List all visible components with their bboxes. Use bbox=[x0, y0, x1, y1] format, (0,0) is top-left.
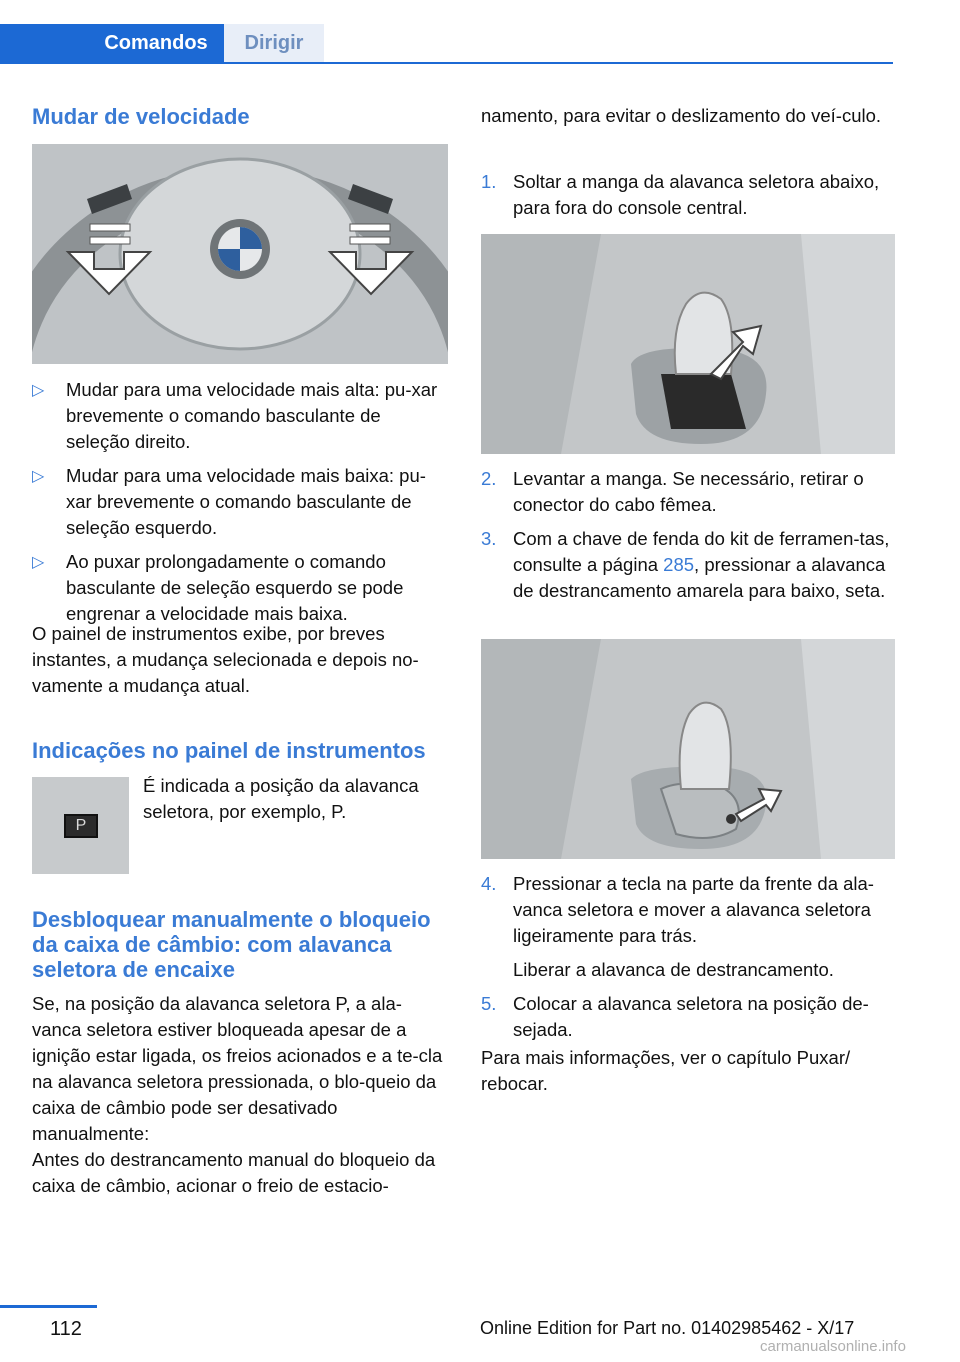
list-item: ▷ Mudar para uma velocidade mais alta: pu‐xar brevemente o comando basculante de seleção direito. bbox=[32, 379, 438, 452]
edition-label: Online Edition for Part no. 01402985462 - X/17 bbox=[480, 1318, 855, 1338]
paragraph-mais-info: Para mais informações, ver o capítulo Puxar/ rebocar. bbox=[481, 1047, 851, 1094]
selector-lever-illustration-1 bbox=[481, 234, 895, 454]
tab-comandos[interactable]: Comandos bbox=[88, 24, 224, 62]
paragraph-bloqueio: Se, na posição da alavanca seletora P, a ala‐vanca seletora estiver bloqueada apesar de a ignição estar ligada, os freios acionados e a te‐cla na alavanca seletora pressionada, o blo‐queio da caixa de câmbio pode ser desativado manualmente: bbox=[32, 993, 443, 1144]
tab-dirigir[interactable]: Dirigir bbox=[224, 24, 324, 62]
list-item: ▷ Ao puxar prolongadamente o comando basculante de seleção esquerdo se pode engrenar a velocidade mais baixa. bbox=[32, 551, 404, 624]
page-number: 112 bbox=[50, 1318, 82, 1340]
list-item: 1. Soltar a manga da alavanca seletora abaixo, para fora do console central. bbox=[481, 171, 880, 218]
steering-wheel-illustration bbox=[32, 144, 448, 364]
triangle-bullet-icon: ▷ bbox=[32, 554, 45, 571]
heading-mudar-velocidade: Mudar de velocidade bbox=[32, 104, 250, 129]
list-item: 5. Colocar a alavanca seletora na posição de‐sejada. bbox=[481, 993, 869, 1040]
heading-desbloquear: Desbloquear manualmente o bloqueio da caixa de câmbio: com alavanca seletora de encaixe bbox=[32, 907, 431, 982]
steps-list-c bbox=[481, 871, 895, 1051]
list-item: 4. Pressionar a tecla na parte da frente da ala‐vanca seletora e mover a alavanca seletora ligeiramente para trás. Liberar a alavanca de destrancamento. bbox=[481, 873, 874, 980]
paragraph-painel: O painel de instrumentos exibe, por breves instantes, a mudança selecionada e depois no‐vamente a mudança atual. bbox=[32, 623, 419, 696]
paragraph-antes: Antes do destrancamento manual do bloqueio da caixa de câmbio, acionar o freio de estacio‐ bbox=[32, 1149, 436, 1196]
triangle-bullet-icon: ▷ bbox=[32, 468, 45, 485]
triangle-bullet-icon: ▷ bbox=[32, 382, 45, 399]
paragraph-posicao: É indicada a posição da alavanca seletora, por exemplo, P. bbox=[143, 775, 419, 822]
shift-bullets bbox=[32, 377, 448, 635]
page-link[interactable]: 285 bbox=[663, 554, 695, 575]
heading-indicacoes: Indicações no painel de instrumentos bbox=[32, 738, 426, 763]
display-p-illustration bbox=[32, 777, 129, 874]
steps-list-a bbox=[481, 169, 895, 229]
footer-rule bbox=[0, 1305, 97, 1308]
paragraph-continuation: namento, para evitar o deslizamento do veí‐culo. bbox=[481, 105, 882, 126]
steps-list-b bbox=[481, 466, 895, 612]
list-item: ▷ Mudar para uma velocidade mais baixa: pu‐xar brevemente o comando basculante de seleção esquerdo. bbox=[32, 465, 426, 538]
watermark: carmanualsonline.info bbox=[760, 1338, 906, 1355]
tab-strip bbox=[0, 24, 88, 62]
list-item: 2. Levantar a manga. Se necessário, retirar o conector do cabo fêmea. bbox=[481, 468, 864, 515]
gear-position-symbol: P bbox=[75, 817, 87, 834]
list-item: 3. Com a chave de fenda do kit de ferramen‐tas, consulte a página 285, pressionar a alavanca de destrancamento amarela para baixo, seta. bbox=[481, 528, 890, 601]
selector-lever-illustration-2 bbox=[481, 639, 895, 859]
section-tabs bbox=[0, 24, 893, 64]
